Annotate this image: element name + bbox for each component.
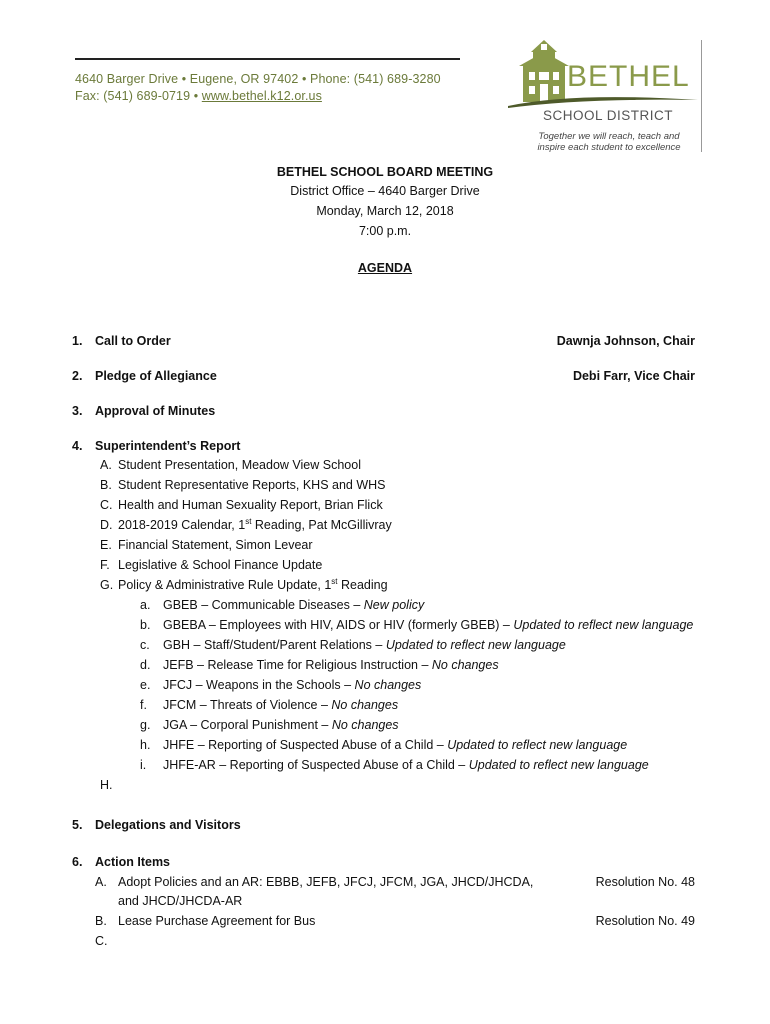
- sub-letter: A.: [95, 875, 107, 889]
- policy-letter: g.: [140, 718, 151, 732]
- logo-name: BETHEL: [567, 60, 690, 93]
- item-approval-minutes: Approval of Minutes: [95, 404, 216, 418]
- sub-item-student-reports: Student Representative Reports, KHS and WHS: [118, 478, 386, 492]
- meeting-date: Monday, March 12, 2018: [316, 204, 454, 218]
- item-number: 4.: [72, 439, 83, 453]
- presider-vice-chair: Debi Farr, Vice Chair: [572, 369, 695, 383]
- action-adopt-policies: Adopt Policies and an AR: EBBB, JEFB, JFCJ, JFCM, JGA, JHCD/JHCDA,: [118, 875, 534, 889]
- policy-letter: f.: [140, 698, 147, 712]
- policy-item: GBEBA – Employees with HIV, AIDS or HIV (formerly GBEB) – Updated to reflect new language: [163, 618, 694, 632]
- policy-letter: d.: [140, 658, 151, 672]
- sub-letter: F.: [100, 558, 110, 572]
- address-line: 4640 Barger Drive • Eugene, OR 97402 • Phone: (541) 689-3280: [75, 72, 441, 86]
- policy-letter: b.: [140, 618, 151, 632]
- action-lease-bus: Lease Purchase Agreement for Bus: [118, 914, 316, 928]
- item-action-items: Action Items: [95, 855, 171, 869]
- meeting-location: District Office – 4640 Barger Drive: [290, 184, 480, 198]
- sub-item-student-presentation: Student Presentation, Meadow View School: [118, 458, 361, 472]
- item-number: 1.: [72, 334, 83, 348]
- policy-item: JHFE-AR – Reporting of Suspected Abuse of a Child – Updated to reflect new language: [163, 758, 649, 772]
- item-number: 5.: [72, 818, 83, 832]
- sub-letter-empty: H.: [100, 778, 113, 792]
- website-link[interactable]: www.bethel.k12.or.us: [201, 89, 322, 103]
- item-delegations: Delegations and Visitors: [95, 818, 241, 832]
- resolution-48: Resolution No. 48: [595, 875, 695, 889]
- tagline-line1: Together we will reach, teach and: [538, 131, 680, 142]
- fax-website-line: [75, 89, 322, 103]
- meeting-time: 7:00 p.m.: [358, 224, 412, 238]
- policy-letter: e.: [140, 678, 151, 692]
- sub-letter: D.: [100, 518, 113, 532]
- policy-item: JFCM – Threats of Violence – No changes: [163, 698, 399, 712]
- fax-text: Fax: (541) 689-0719 •: [75, 89, 202, 103]
- tagline-line2: inspire each student to excellence: [537, 142, 681, 153]
- sub-item-policy-update: Policy & Administrative Rule Update, 1st Reading: [118, 576, 388, 592]
- policy-item: JHFE – Reporting of Suspected Abuse of a Child – Updated to reflect new language: [163, 738, 628, 752]
- logo-sub: SCHOOL DISTRICT: [543, 108, 674, 123]
- policy-item: JGA – Corporal Punishment – No changes: [163, 718, 399, 732]
- item-number: 2.: [72, 369, 83, 383]
- sub-letter-empty: C.: [95, 934, 108, 948]
- action-adopt-policies-cont: and JHCD/JHCDA-AR: [118, 894, 243, 908]
- item-pledge: Pledge of Allegiance: [95, 369, 217, 383]
- policy-item: JFCJ – Weapons in the Schools – No changes: [163, 678, 422, 692]
- policy-letter: c.: [140, 638, 150, 652]
- header-rule: [75, 58, 460, 60]
- policy-letter: a.: [140, 598, 151, 612]
- presider-chair: Dawnja Johnson, Chair: [556, 334, 695, 348]
- sub-letter: A.: [100, 458, 112, 472]
- resolution-49: Resolution No. 49: [595, 914, 695, 928]
- item-call-to-order: Call to Order: [95, 334, 171, 348]
- sub-letter: B.: [100, 478, 112, 492]
- sub-item-calendar: 2018-2019 Calendar, 1st Reading, Pat McGillivray: [118, 516, 392, 532]
- sub-item-health-report: Health and Human Sexuality Report, Brian Flick: [118, 498, 383, 512]
- item-number: 6.: [72, 855, 83, 869]
- meeting-title: BETHEL SCHOOL BOARD MEETING: [276, 165, 494, 179]
- sub-item-financial-statement: Financial Statement, Simon Levear: [118, 538, 313, 552]
- agenda-heading: AGENDA: [357, 261, 413, 275]
- sub-letter: G.: [100, 578, 114, 592]
- sub-letter: B.: [95, 914, 107, 928]
- item-superintendent-report: Superintendent’s Report: [95, 439, 241, 453]
- policy-item: GBH – Staff/Student/Parent Relations – Updated to reflect new language: [163, 638, 566, 652]
- sub-item-legislative-update: Legislative & School Finance Update: [118, 558, 323, 572]
- item-number: 3.: [72, 404, 83, 418]
- sub-letter: E.: [100, 538, 112, 552]
- policy-letter: h.: [140, 738, 151, 752]
- policy-letter: i.: [140, 758, 147, 772]
- policy-item: GBEB – Communicable Diseases – New policy: [163, 598, 425, 612]
- sub-letter: C.: [100, 498, 113, 512]
- policy-item: JEFB – Release Time for Religious Instruction – No changes: [163, 658, 499, 672]
